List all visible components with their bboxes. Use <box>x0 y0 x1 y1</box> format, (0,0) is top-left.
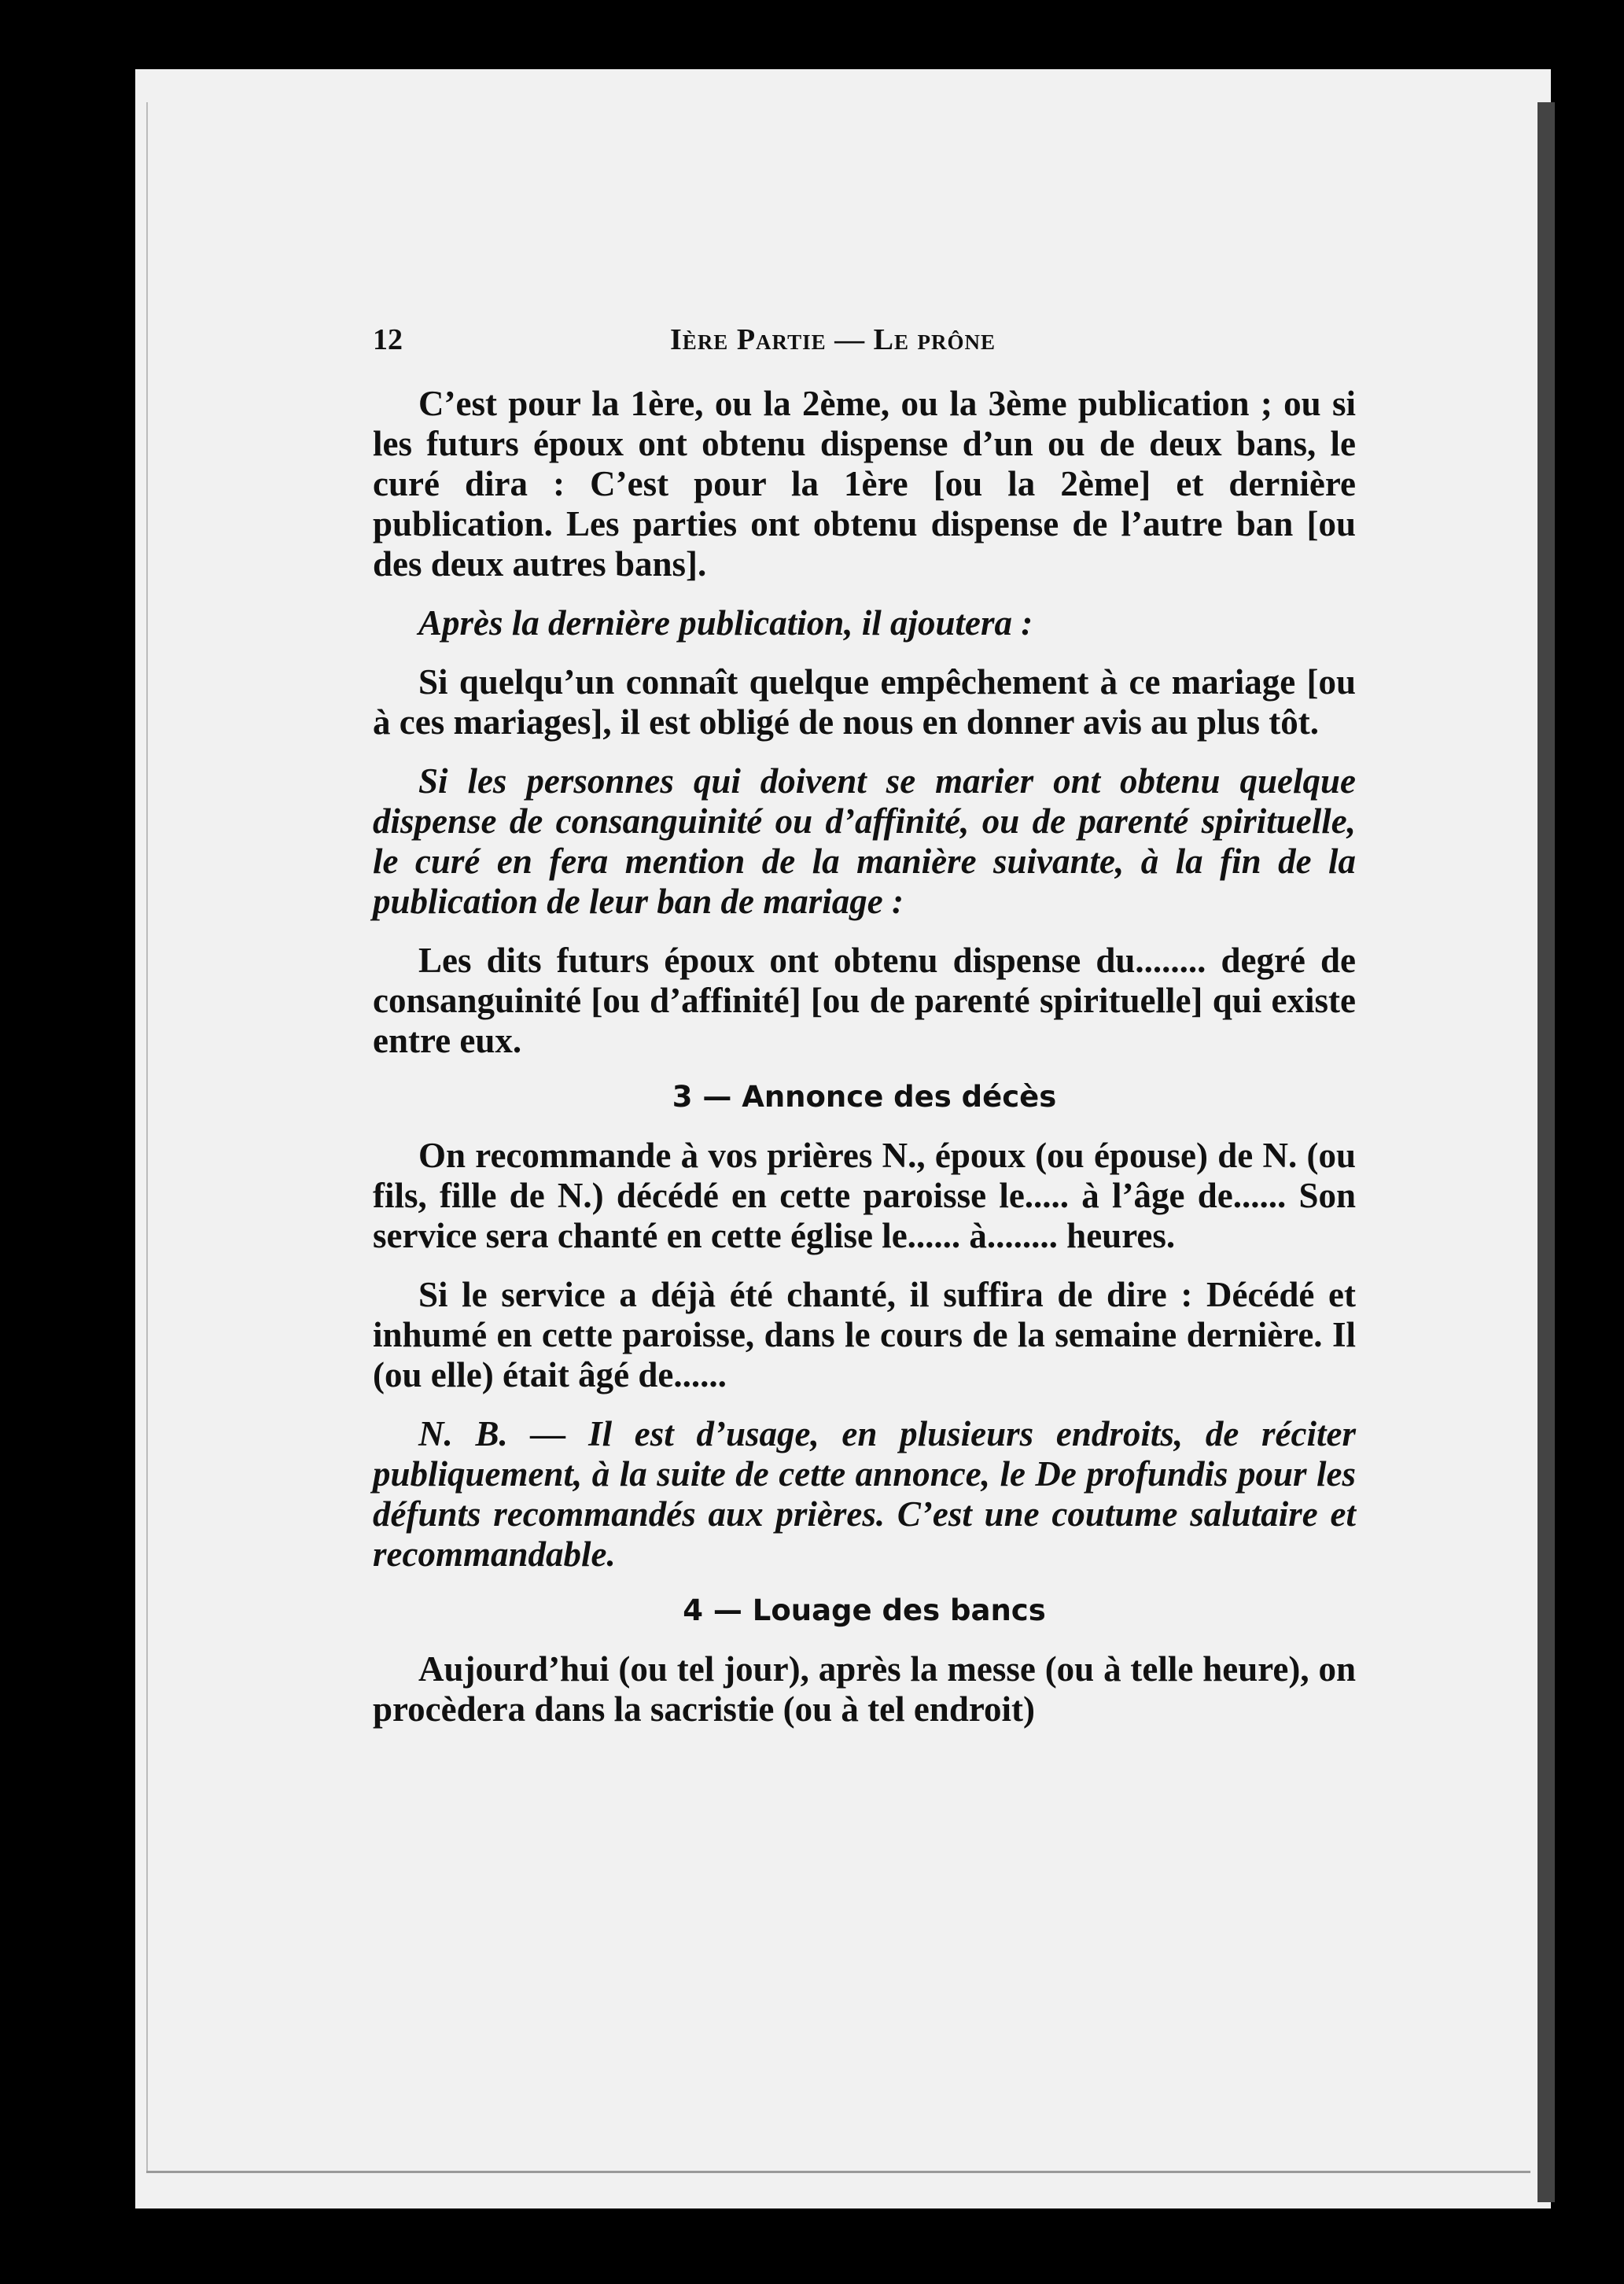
page-number: 12 <box>373 323 403 356</box>
paragraph-publication: C’est pour la 1ère, ou la 2ème, ou la 3ème publication ; ou si les futurs époux ont obtenu dispense d’un ou de deux bans, le curé dira : C’est pour la 1ère [ou la 2ème] et dernière publication. Les parties ont obtenu dispense de l’autre ban [ou des deux autres bans]. <box>373 384 1356 584</box>
running-head <box>373 322 1356 357</box>
page-bottom-edge <box>146 2171 1530 2173</box>
paragraph-impediment: Si quelqu’un connaît quelque empêchement à ce mariage [ou à ces mariages], il est obligé de nous en donner avis au plus tôt. <box>373 662 1356 742</box>
page-right-edge-shadow <box>1537 102 1555 2202</box>
paragraph-dispensation: Les dits futurs époux ont obtenu dispense du........ degré de consanguinité [ou d’affinité] [ou de parenté spirituelle] qui existe entre eux. <box>373 941 1356 1060</box>
rubric-dispensation: Si les personnes qui doivent se marier ont obtenu quelque dispense de consanguinité ou d’affinité, ou de parenté spirituelle, le curé en fera mention de la manière suivante, à la fin de la publication de leur ban de mariage : <box>373 761 1356 921</box>
page-left-edge <box>146 102 148 2171</box>
section-heading-deaths: 3 — Annonce des décès <box>672 1080 1057 1114</box>
page-text-block <box>373 322 1356 1748</box>
rubric-after-last-publication: Après la dernière publication, il ajoutera : <box>418 603 1033 643</box>
paragraph-pew-rental: Aujourd’hui (ou tel jour), après la messe (ou à telle heure), on procèdera dans la sacristie (ou à tel endroit) <box>373 1649 1356 1729</box>
paragraph-death-announcement: On recommande à vos prières N., époux (ou épouse) de N. (ou fils, fille de N.) décédé en cette paroisse le..... à l’âge de...... Son service sera chanté en cette église le...... à........ heures. <box>373 1136 1356 1255</box>
paragraph-service-already-sung: Si le service a déjà été chanté, il suffira de dire : Décédé et inhumé en cette paroisse, dans le cours de la semaine dernière. Il (ou elle) était âgé de...... <box>373 1275 1356 1394</box>
running-title: Ière Partie — Le prône <box>670 323 996 356</box>
section-heading-pew-rental: 4 — Louage des bancs <box>683 1593 1046 1627</box>
paragraph-nota-bene: N. B. — Il est d’usage, en plusieurs endroits, de réciter publiquement, à la suite de cette annonce, le De profundis pour les défunts recommandés aux prières. C’est une coutume salutaire et recommandable. <box>373 1414 1356 1574</box>
